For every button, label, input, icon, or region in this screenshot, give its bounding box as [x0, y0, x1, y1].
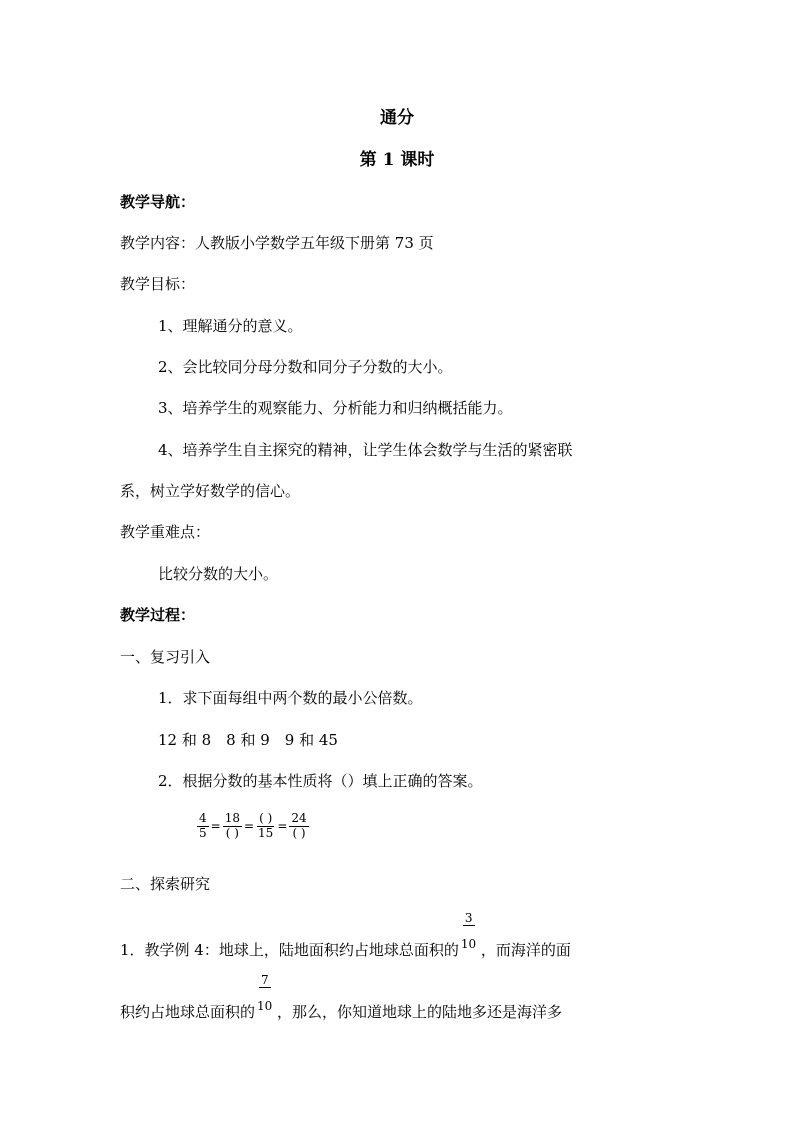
question-2: 2．根据分数的基本性质将（）填上正确的答案。: [158, 772, 483, 790]
section-explore-heading: 二、探索研究: [120, 875, 211, 893]
objective-item-continued: 系，树立学好数学的信心。: [120, 482, 301, 500]
objectives-heading: 教学目标：: [120, 275, 196, 293]
fraction: $\frac{7}{10}$: [257, 973, 273, 1013]
fraction: $\frac{3}{10}$: [460, 911, 477, 951]
fraction: $\frac{4}{5}$: [199, 811, 207, 840]
page-title: 通分: [380, 108, 414, 128]
fraction-equation: $\frac{4}{5}$ = $\frac{18}{( )}$ = $\frac{( )}{15}$ = $\frac{24}{( )}$: [199, 811, 307, 840]
fraction: $\frac{24}{( )}$: [291, 811, 307, 840]
page-subtitle: 第 1 课时: [359, 150, 435, 170]
fraction: $\frac{18}{( )}$: [224, 811, 240, 840]
objective-item: 2、会比较同分母分数和同分子分数的大小。: [158, 358, 453, 376]
fraction: $\frac{( )}{15}$: [258, 811, 274, 840]
example-line-2: 积约占地球总面积的 $\frac{7}{10}$ ，那么，你知道地球上的陆地多还是海洋多: [120, 973, 563, 1021]
key-points-heading: 教学重难点：: [120, 523, 211, 541]
section-review-heading: 一、复习引入: [120, 648, 211, 666]
key-points-text: 比较分数的大小。: [158, 565, 279, 583]
objective-item: 1、理解通分的意义。: [158, 317, 303, 335]
process-heading: 教学过程：: [120, 606, 196, 624]
nav-heading: 教学导航：: [120, 193, 196, 211]
question-1: 1．求下面每组中两个数的最小公倍数。: [158, 689, 423, 707]
objective-item: 3、培养学生的观察能力、分析能力和归纳概括能力。: [158, 399, 513, 417]
objective-item: 4、培养学生自主探究的精神，让学生体会数学与生活的紧密联: [158, 441, 573, 459]
question-1-numbers: 12 和 8 8 和 9 9 和 45: [158, 731, 338, 749]
example-line-1: 1．教学例 4：地球上，陆地面积约占地球总面积的 $\frac{3}{10}$ ，而海洋的面: [120, 911, 571, 959]
content-line: 教学内容：人教版小学数学五年级下册第 73 页: [120, 234, 434, 252]
